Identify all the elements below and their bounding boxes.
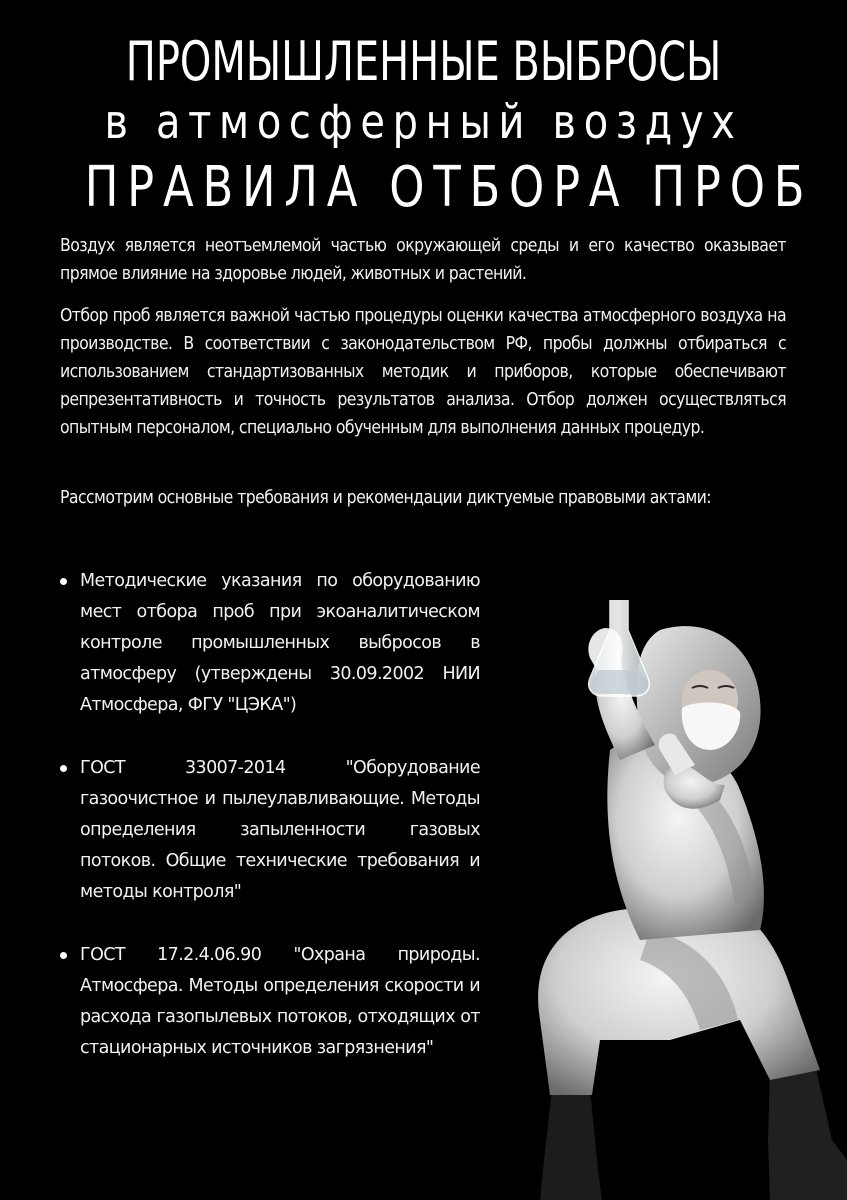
- requirements-intro: Рассмотрим основные требования и рекомендации диктуемые правовыми актами:: [60, 488, 711, 508]
- list-item-text: Методические указания по оборудованию мест отбора проб при экоаналитическом контроле промышленных выбросов в атмосферу (утверждены 30.09.2002 НИИ Атмосфера, ФГУ "ЦЭКА"): [80, 571, 480, 715]
- lab-worker-image: [470, 600, 847, 1200]
- list-item-text: ГОСТ 33007-2014 "Оборудование газоочистное и пылеулавливающие. Методы определения запыленности газовых потоков. Общие технические требования и методы контроля": [80, 758, 480, 902]
- list-item-text: ГОСТ 17.2.4.06.90 "Охрана природы. Атмосфера. Методы определения скорости и расхода газопылевых потоков, отходящих от стационарных источников загрязнения": [80, 945, 480, 1058]
- list-item: [60, 566, 480, 721]
- bullet-icon: [60, 578, 67, 585]
- list-item: [60, 753, 480, 908]
- requirements-list: [60, 566, 480, 1096]
- list-item: [60, 940, 480, 1064]
- sampling-paragraph: Отбор проб является важной частью процедуры оценки качества атмосферного воздуха на производстве. В соответствии с законодательством РФ, пробы должны отбираться с использованием стандартизованных методик и приборов, которые обеспечивают репрезентативность и точность результатов анализа. Отбор должен осуществляться опытным персоналом, специально обученным для выполнения данных процедур.: [60, 306, 786, 438]
- intro-paragraph: Воздух является неотъемлемой частью окружающей среды и его качество оказывает прямое влияние на здоровье людей, животных и растений.: [60, 236, 786, 284]
- title-line-1: ПРОМЫШЛЕННЫЕ ВЫБРОСЫ: [125, 30, 722, 93]
- bullet-icon: [60, 765, 67, 772]
- bullet-icon: [60, 952, 67, 959]
- title-line-3: ПРАВИЛА ОТБОРА ПРОБ: [84, 155, 814, 220]
- title-line-2: в атмосферный воздух: [104, 95, 743, 150]
